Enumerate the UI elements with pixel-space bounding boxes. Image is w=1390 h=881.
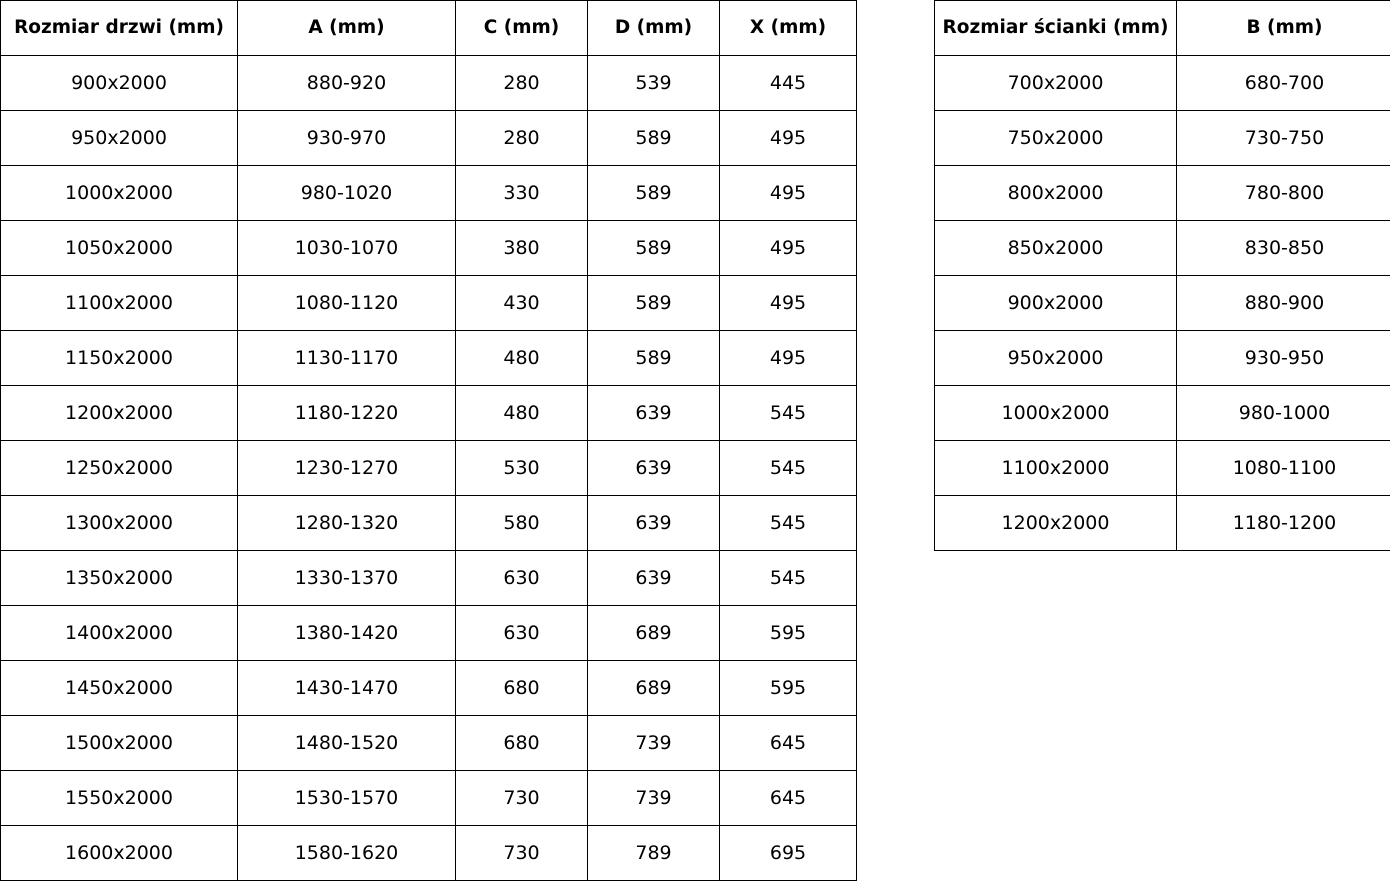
- table-cell: 689: [588, 606, 720, 661]
- table-cell: 495: [720, 276, 857, 331]
- table-row: [1, 221, 857, 276]
- table-cell: 1450x2000: [1, 661, 238, 716]
- table-cell: 950x2000: [935, 331, 1177, 386]
- table-cell: 1130-1170: [238, 331, 456, 386]
- table-cell: 1350x2000: [1, 551, 238, 606]
- table-cell: 680: [456, 716, 588, 771]
- table-row: [1, 716, 857, 771]
- table-row: [1, 771, 857, 826]
- table-row: [935, 331, 1390, 386]
- table-cell: 495: [720, 111, 857, 166]
- table-header-row: [935, 1, 1390, 56]
- table-cell: 639: [588, 441, 720, 496]
- table-cell: 1480-1520: [238, 716, 456, 771]
- table-cell: 695: [720, 826, 857, 881]
- table-row: [1, 826, 857, 881]
- table-cell: 589: [588, 331, 720, 386]
- table-cell: 445: [720, 56, 857, 111]
- table-cell: 280: [456, 56, 588, 111]
- table-cell: 495: [720, 331, 857, 386]
- table-row: [1, 111, 857, 166]
- table-cell: 480: [456, 331, 588, 386]
- table-row: [1, 661, 857, 716]
- table-cell: 739: [588, 771, 720, 826]
- table-cell: 930-950: [1177, 331, 1390, 386]
- table-cell: 680-700: [1177, 56, 1390, 111]
- table-cell: 1150x2000: [1, 331, 238, 386]
- table-row: [935, 276, 1390, 331]
- table-row: [1, 386, 857, 441]
- table-cell: 1100x2000: [935, 441, 1177, 496]
- table-cell: 645: [720, 716, 857, 771]
- table-cell: 1330-1370: [238, 551, 456, 606]
- table-cell: 689: [588, 661, 720, 716]
- table-cell: 1280-1320: [238, 496, 456, 551]
- table-row: [1, 551, 857, 606]
- table-cell: 595: [720, 661, 857, 716]
- table-cell: 639: [588, 386, 720, 441]
- table-cell: 1200x2000: [935, 496, 1177, 551]
- table-cell: 850x2000: [935, 221, 1177, 276]
- table-row: [1, 166, 857, 221]
- table-cell: 639: [588, 551, 720, 606]
- door-size-table-head: [1, 1, 857, 56]
- table-cell: 495: [720, 166, 857, 221]
- table-cell: 639: [588, 496, 720, 551]
- table-cell: 900x2000: [1, 56, 238, 111]
- table-cell: 1500x2000: [1, 716, 238, 771]
- table-cell: 930-970: [238, 111, 456, 166]
- table-row: [935, 111, 1390, 166]
- table-cell: 630: [456, 551, 588, 606]
- table-cell: 630: [456, 606, 588, 661]
- table-cell: 830-850: [1177, 221, 1390, 276]
- table-row: [935, 221, 1390, 276]
- wall-size-table-head: [935, 1, 1390, 56]
- table-cell: 900x2000: [935, 276, 1177, 331]
- table-cell: 589: [588, 276, 720, 331]
- table-cell: 1400x2000: [1, 606, 238, 661]
- table-cell: 589: [588, 111, 720, 166]
- table-cell: 1430-1470: [238, 661, 456, 716]
- table-header-row: [1, 1, 857, 56]
- table-row: [935, 166, 1390, 221]
- table-cell: 1080-1120: [238, 276, 456, 331]
- table-cell: 1250x2000: [1, 441, 238, 496]
- table-cell: 539: [588, 56, 720, 111]
- table-cell: 1550x2000: [1, 771, 238, 826]
- table-cell: 545: [720, 441, 857, 496]
- table-row: [1, 496, 857, 551]
- table-cell: 789: [588, 826, 720, 881]
- column-header-door-size: Rozmiar drzwi (mm): [1, 1, 238, 56]
- table-row: [1, 331, 857, 386]
- column-header-wall-size: Rozmiar ścianki (mm): [935, 1, 1177, 56]
- table-cell: 495: [720, 221, 857, 276]
- table-cell: 480: [456, 386, 588, 441]
- table-cell: 750x2000: [935, 111, 1177, 166]
- column-header-x: X (mm): [720, 1, 857, 56]
- table-cell: 1180-1200: [1177, 496, 1390, 551]
- table-row: [935, 441, 1390, 496]
- table-cell: 680: [456, 661, 588, 716]
- table-cell: 980-1020: [238, 166, 456, 221]
- table-cell: 980-1000: [1177, 386, 1390, 441]
- table-cell: 700x2000: [935, 56, 1177, 111]
- table-cell: 1200x2000: [1, 386, 238, 441]
- table-cell: 950x2000: [1, 111, 238, 166]
- column-header-a: A (mm): [238, 1, 456, 56]
- table-cell: 880-900: [1177, 276, 1390, 331]
- table-cell: 589: [588, 221, 720, 276]
- table-cell: 1180-1220: [238, 386, 456, 441]
- table-cell: 1580-1620: [238, 826, 456, 881]
- table-cell: 580: [456, 496, 588, 551]
- table-cell: 430: [456, 276, 588, 331]
- table-cell: 1600x2000: [1, 826, 238, 881]
- table-cell: 739: [588, 716, 720, 771]
- table-row: [935, 496, 1390, 551]
- table-cell: 1380-1420: [238, 606, 456, 661]
- table-row: [935, 386, 1390, 441]
- table-cell: 730: [456, 826, 588, 881]
- table-cell: 645: [720, 771, 857, 826]
- table-cell: 595: [720, 606, 857, 661]
- column-header-c: C (mm): [456, 1, 588, 56]
- table-cell: 880-920: [238, 56, 456, 111]
- table-cell: 780-800: [1177, 166, 1390, 221]
- table-cell: 1080-1100: [1177, 441, 1390, 496]
- table-row: [1, 606, 857, 661]
- column-header-d: D (mm): [588, 1, 720, 56]
- wall-size-table: [934, 0, 1390, 551]
- table-cell: 380: [456, 221, 588, 276]
- table-cell: 1030-1070: [238, 221, 456, 276]
- door-size-table-body: [1, 56, 857, 881]
- table-cell: 1300x2000: [1, 496, 238, 551]
- table-cell: 1530-1570: [238, 771, 456, 826]
- table-cell: 1100x2000: [1, 276, 238, 331]
- table-cell: 280: [456, 111, 588, 166]
- wall-size-table-body: [935, 56, 1390, 551]
- table-cell: 545: [720, 551, 857, 606]
- table-row: [1, 441, 857, 496]
- table-cell: 589: [588, 166, 720, 221]
- table-cell: 730-750: [1177, 111, 1390, 166]
- table-row: [1, 276, 857, 331]
- table-cell: 1230-1270: [238, 441, 456, 496]
- table-cell: 545: [720, 386, 857, 441]
- table-row: [935, 56, 1390, 111]
- table-cell: 545: [720, 496, 857, 551]
- column-header-b: B (mm): [1177, 1, 1390, 56]
- table-cell: 800x2000: [935, 166, 1177, 221]
- table-cell: 1000x2000: [935, 386, 1177, 441]
- table-cell: 1050x2000: [1, 221, 238, 276]
- table-cell: 1000x2000: [1, 166, 238, 221]
- table-cell: 730: [456, 771, 588, 826]
- table-cell: 530: [456, 441, 588, 496]
- table-row: [1, 56, 857, 111]
- table-cell: 330: [456, 166, 588, 221]
